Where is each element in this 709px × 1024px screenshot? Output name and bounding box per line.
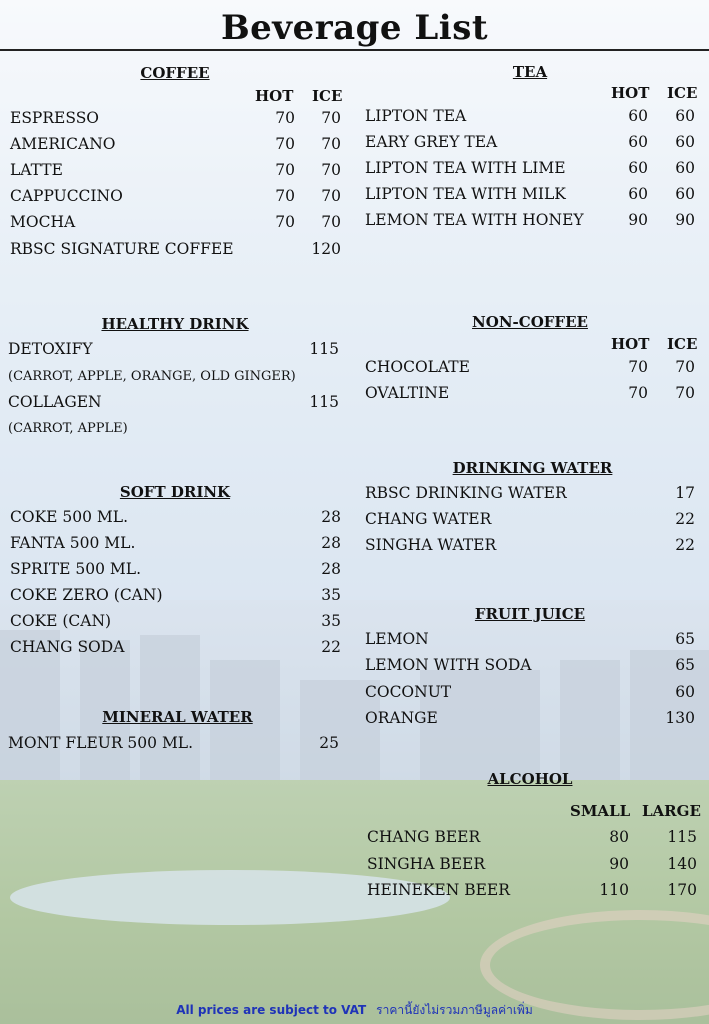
item-name: OVALTINE [365,384,450,402]
price-hot: 70 [275,109,295,127]
menu-item [367,828,698,852]
menu-item [10,187,341,211]
item-name: AMERICANO [10,135,116,153]
tea-hot-header: HOT [611,84,650,102]
menu-item [10,560,341,584]
price-ice: 70 [321,213,341,231]
price-ice: 70 [675,358,695,376]
menu-item [8,393,339,417]
menu-item [365,630,696,654]
price-ice: 70 [321,161,341,179]
item-name: CHANG WATER [365,510,492,528]
menu-item [365,358,696,382]
menu-item [10,135,341,159]
item-name: LATTE [10,161,63,179]
menu-item [10,534,341,558]
item-name: ORANGE [365,709,438,727]
alcohol-heading: ALCOHOL [487,770,573,788]
price-large: 140 [667,855,697,873]
soft-drink-heading: SOFT DRINK [119,483,231,501]
menu-item [365,211,696,235]
price: 22 [675,536,695,554]
price-ice: 120 [311,240,341,258]
item-name: LEMON TEA WITH HONEY [365,211,584,229]
fruit-juice-heading: FRUIT JUICE [474,605,586,623]
item-name: CHANG BEER [367,828,481,846]
price-hot: 70 [275,161,295,179]
item-note: (CARROT, APPLE, ORANGE, OLD GINGER) [8,369,296,384]
price: 28 [321,534,341,552]
item-name: LIPTON TEA WITH LIME [365,159,566,177]
menu-item [365,107,696,131]
item-name: LEMON WITH SODA [365,656,532,674]
item-name: LIPTON TEA WITH MILK [365,185,566,203]
item-name: LIPTON TEA [365,107,467,125]
price: 115 [309,393,339,411]
coffee-ice-header: ICE [312,87,343,105]
price-ice: 60 [675,133,695,151]
price-hot: 70 [275,213,295,231]
price-hot: 70 [628,358,648,376]
price: 65 [675,656,695,674]
vat-notice-thai: ราคานี้ยังไม่รวมภาษีมูลค่าเพิ่ม [376,1003,533,1017]
price-large: 115 [667,828,697,846]
price: 28 [321,508,341,526]
menu-item [365,159,696,183]
item-name: SPRITE 500 ML. [10,560,142,578]
item-name: FANTA 500 ML. [10,534,136,552]
item-name: COKE (CAN) [10,612,112,630]
price-small: 90 [609,855,629,873]
menu-item [367,881,698,905]
mineral-water-heading: MINERAL WATER [102,708,253,726]
alcohol-small-header: SMALL [570,802,631,820]
item-name: SINGHA WATER [365,536,497,554]
drinking-water-heading: DRINKING WATER [452,459,613,477]
menu-item [365,384,696,408]
item-name: COCONUT [365,683,452,701]
alcohol-large-header: LARGE [642,802,701,820]
menu-item [10,109,341,133]
menu-item [365,709,696,733]
price-small: 110 [599,881,629,899]
price: 35 [321,586,341,604]
price-ice: 70 [321,135,341,153]
menu-item [365,536,696,560]
item-name: ESPRESSO [10,109,100,127]
item-name: MOCHA [10,213,76,231]
item-name: COKE ZERO (CAN) [10,586,163,604]
price-hot: 70 [275,187,295,205]
menu-item [8,340,339,364]
item-name: RBSC DRINKING WATER [365,484,567,502]
healthy-drink-heading: HEALTHY DRINK [101,315,249,333]
price-hot: 70 [275,135,295,153]
price: 65 [675,630,695,648]
menu-item [10,213,341,237]
menu-item [365,683,696,707]
tea-heading: TEA [512,63,548,81]
price-ice: 70 [675,384,695,402]
title-divider [0,49,709,51]
non-coffee-heading: NON-COFFEE [472,313,588,331]
non-coffee-ice-header: ICE [667,335,698,353]
item-note: (CARROT, APPLE) [8,421,128,436]
price-small: 80 [609,828,629,846]
price: 17 [675,484,695,502]
menu-item [365,185,696,209]
menu-item [367,855,698,879]
item-name: MONT FLEUR 500 ML. [8,734,194,752]
menu-item [10,508,341,532]
price: 25 [319,734,339,752]
price: 28 [321,560,341,578]
price-hot: 60 [628,185,648,203]
price-ice: 60 [675,185,695,203]
page-title: Beverage List [220,8,489,48]
menu-item [365,656,696,680]
menu-item [10,612,341,636]
coffee-hot-header: HOT [255,87,294,105]
price: 60 [675,683,695,701]
price-hot: 60 [628,159,648,177]
price-hot: 90 [628,211,648,229]
item-name: DETOXIFY [8,340,93,358]
menu-item [365,484,696,508]
price-hot: 70 [628,384,648,402]
price-hot: 60 [628,133,648,151]
price: 22 [675,510,695,528]
item-name: CAPPUCCINO [10,187,123,205]
menu-item [10,638,341,662]
price: 115 [309,340,339,358]
item-name: HEINEKEN BEER [367,881,510,899]
item-name: SINGHA BEER [367,855,486,873]
price-ice: 70 [321,109,341,127]
item-name: CHANG SODA [10,638,125,656]
price: 130 [665,709,695,727]
price-ice: 70 [321,187,341,205]
menu-item [10,586,341,610]
menu-item [10,240,341,264]
item-name: RBSC SIGNATURE COFFEE [10,240,234,258]
item-name: LEMON [365,630,429,648]
menu-item [10,161,341,185]
price: 35 [321,612,341,630]
item-name: EARY GREY TEA [365,133,498,151]
menu-item [8,734,339,758]
item-name: CHOCOLATE [365,358,470,376]
coffee-heading: COFFEE [140,64,210,82]
non-coffee-hot-header: HOT [611,335,650,353]
vat-notice-english: All prices are subject to VAT [176,1003,367,1017]
vat-notice [0,1001,709,1020]
item-name: COKE 500 ML. [10,508,128,526]
menu-item [365,510,696,534]
price-ice: 60 [675,159,695,177]
price-large: 170 [667,881,697,899]
price: 22 [321,638,341,656]
tea-ice-header: ICE [667,84,698,102]
item-name: COLLAGEN [8,393,102,411]
price-hot: 60 [628,107,648,125]
menu-item [365,133,696,157]
price-ice: 90 [675,211,695,229]
price-ice: 60 [675,107,695,125]
